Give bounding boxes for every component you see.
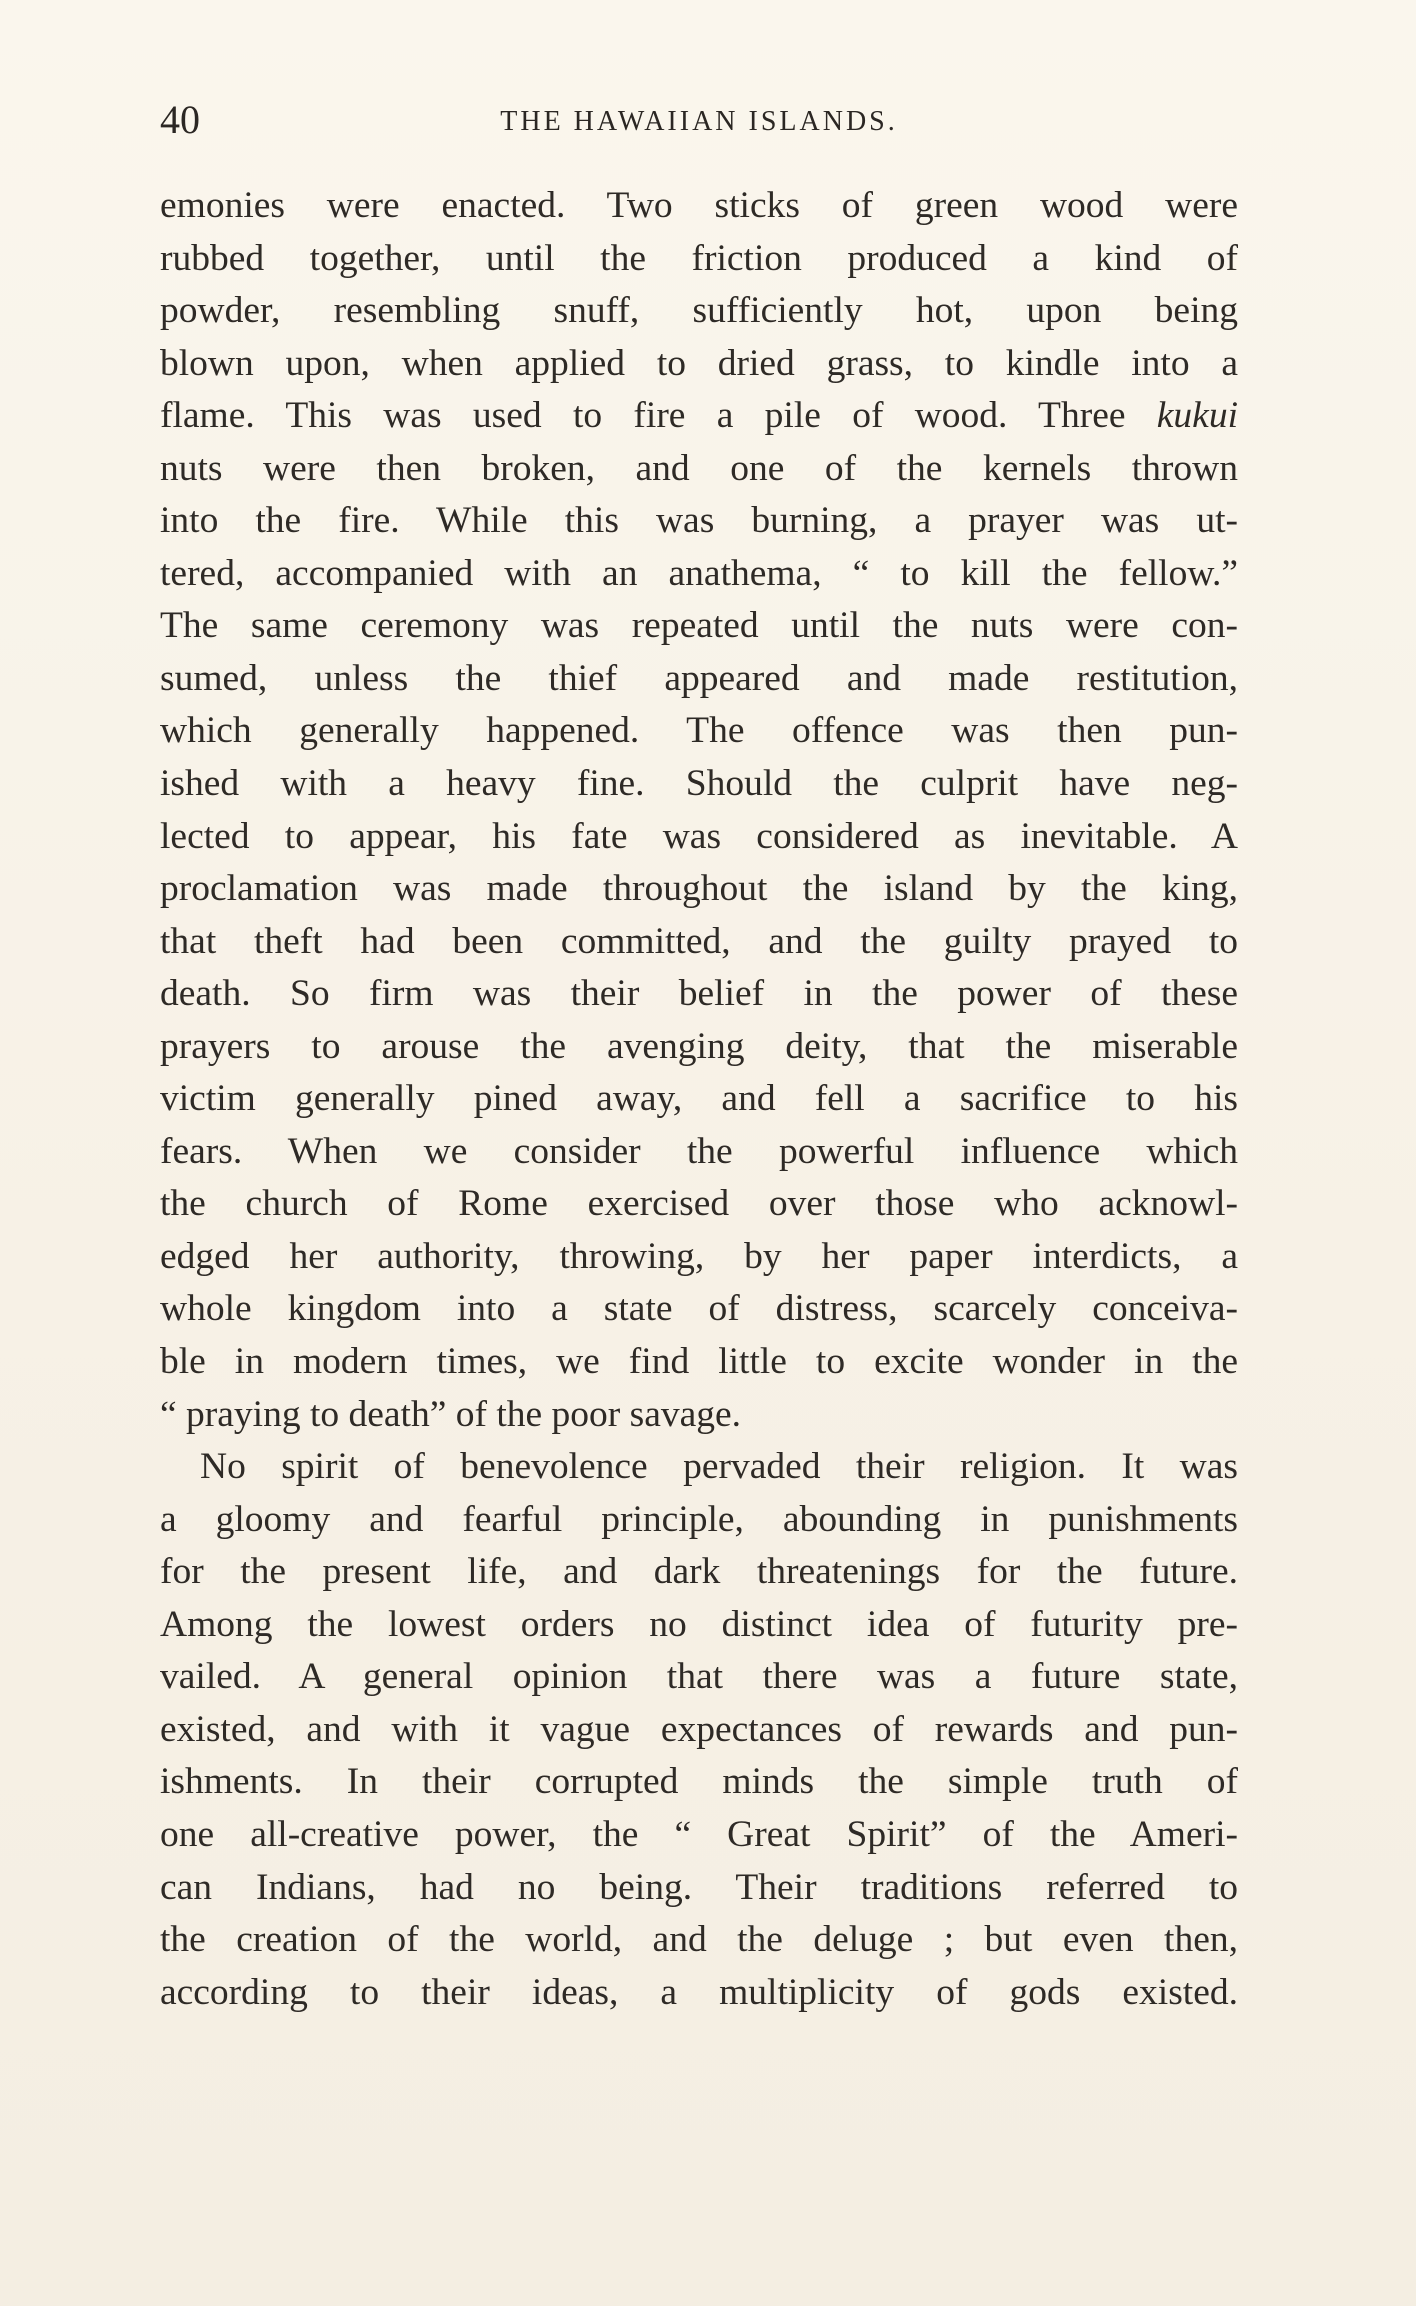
italic-word-kukui: kukui (1156, 395, 1238, 437)
body-text (160, 180, 1238, 2019)
text-line: The same ceremony was repeated until the nuts were con- (160, 605, 1238, 647)
text-line: for the present life, and dark threatenings for the future. (160, 1551, 1238, 1593)
text-line: sumed, unless the thief appeared and made restitution, (160, 657, 1238, 699)
text-line: can Indians, had no being. Their traditions referred to (160, 1866, 1238, 1908)
text-line: rubbed together, until the friction produced a kind of (160, 237, 1238, 279)
text-line: tered, accompanied with an anathema, “ to kill the fellow.” (160, 552, 1238, 594)
text-line: a gloomy and fearful principle, abounding in punishments (160, 1498, 1238, 1540)
paragraph-1 (160, 180, 1238, 1441)
text-line: prayers to arouse the avenging deity, that the miserable (160, 1025, 1238, 1067)
text-line: ble in modern times, we find little to excite wonder in the (160, 1341, 1238, 1383)
text-line: “ praying to death” of the poor savage. (160, 1393, 742, 1435)
text-line: whole kingdom into a state of distress, scarcely conceiva- (160, 1288, 1238, 1330)
paragraph-2 (160, 1441, 1238, 2019)
text-line: blown upon, when applied to dried grass, to kindle into a (160, 342, 1238, 384)
text-span: flame. This was used to fire a pile of wood. Three (160, 395, 1126, 437)
text-line: emonies were enacted. Two sticks of green wood were (160, 185, 1238, 226)
text-line: fears. When we consider the powerful influence which (160, 1130, 1238, 1172)
text-line: existed, and with it vague expectances of rewards and pun- (160, 1708, 1238, 1750)
text-line: lected to appear, his fate was considered as inevitable. A (160, 815, 1238, 857)
text-line: into the fire. While this was burning, a prayer was ut- (160, 500, 1238, 542)
page-number: 40 (160, 97, 200, 142)
text-line: ishments. In their corrupted minds the simple truth of (160, 1761, 1238, 1803)
text-line-with-italic (160, 390, 1238, 443)
text-line: according to their ideas, a multiplicity of gods existed. (160, 1971, 1238, 2013)
text-line: which generally happened. The offence was then pun- (160, 710, 1238, 752)
text-line: vailed. A general opinion that there was a future state, (160, 1656, 1238, 1698)
text-line: death. So firm was their belief in the power of these (160, 973, 1238, 1015)
text-line: one all-creative power, the “ Great Spirit” of the Ameri- (160, 1813, 1238, 1855)
running-title: THE HAWAIIAN ISLANDS. (500, 106, 898, 137)
text-line: the creation of the world, and the deluge ; but even then, (160, 1919, 1238, 1961)
text-line: No spirit of benevolence pervaded their religion. It was (200, 1446, 1238, 1488)
page-header (160, 96, 1238, 156)
text-line: proclamation was made throughout the island by the king, (160, 868, 1238, 910)
text-line: powder, resembling snuff, sufficiently hot, upon being (160, 290, 1238, 332)
text-line: edged her authority, throwing, by her paper interdicts, a (160, 1235, 1238, 1277)
text-line: nuts were then broken, and one of the kernels thrown (160, 447, 1238, 489)
text-line: Among the lowest orders no distinct idea of futurity pre- (160, 1603, 1238, 1645)
text-line: that theft had been committed, and the guilty prayed to (160, 920, 1238, 962)
text-line: the church of Rome exercised over those who acknowl- (160, 1183, 1238, 1225)
text-line: victim generally pined away, and fell a sacrifice to his (160, 1078, 1238, 1120)
text-line: ished with a heavy fine. Should the culprit have neg- (160, 763, 1238, 805)
